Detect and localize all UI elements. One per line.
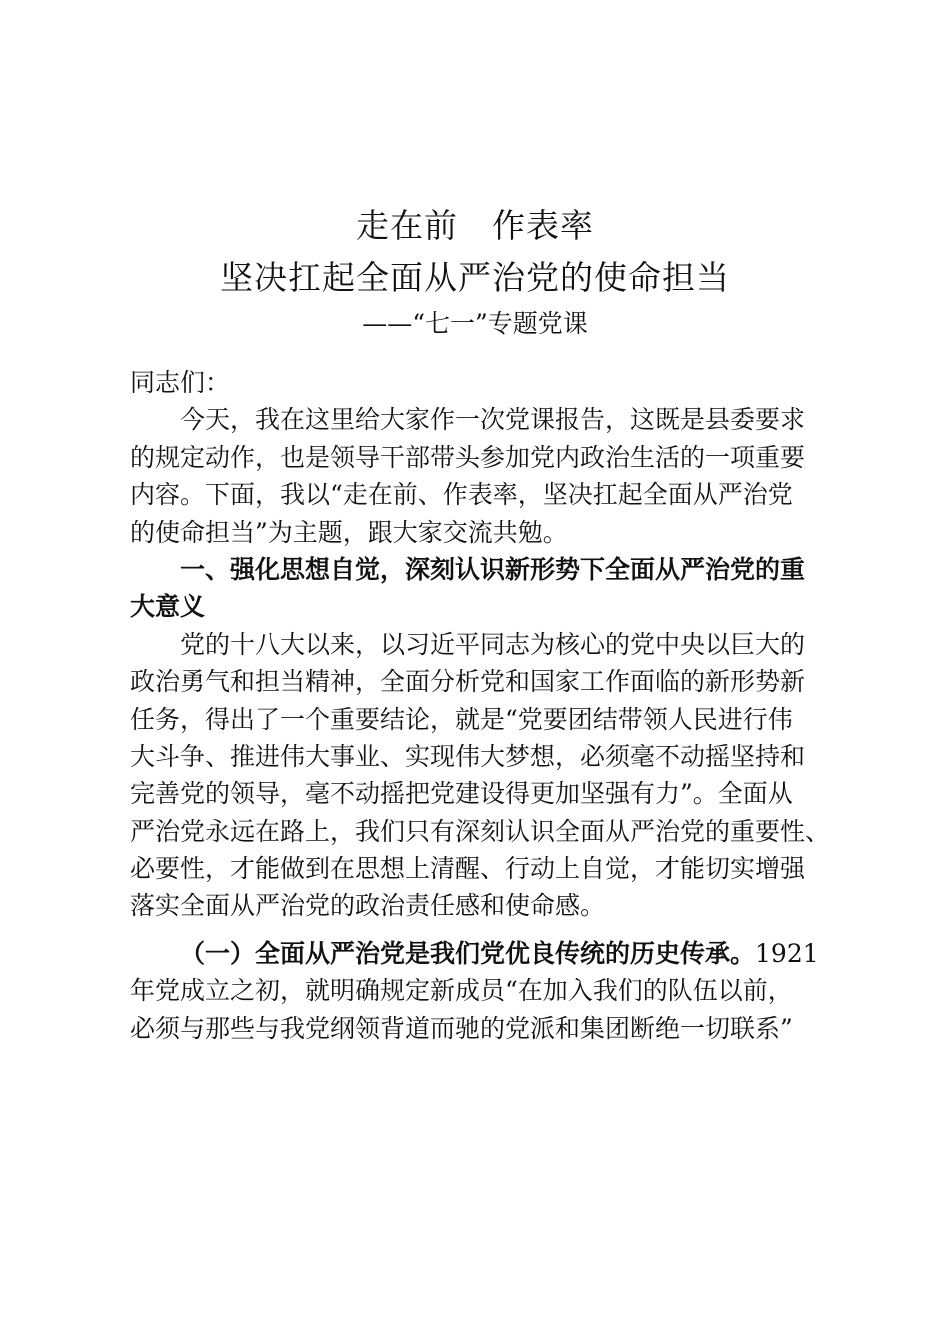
intro-line: 的使命担当”为主题，跟大家交流共勉。 [130,517,568,547]
paragraph-line: 大斗争、推进伟大事业、实现伟大梦想，必须毫不动摇坚持和 [130,741,806,771]
title-block [0,200,950,344]
paragraph-line: 党的十八大以来，以习近平同志为核心的党中央以巨大的 [180,629,806,659]
paragraph-line: 必要性，才能做到在思想上清醒、行动上自觉，才能切实增强 [130,854,806,884]
intro-line: 内容。下面，我以“走在前、作表率，坚决扛起全面从严治党 [130,480,793,510]
title-line-1: 走在前 作表率 [356,206,594,245]
intro-paragraph [130,401,830,551]
section-1-paragraph [130,626,830,925]
title-line-2: 坚决扛起全面从严治党的使命担当 [220,258,730,297]
paragraph-line: 严治党永远在路上，我们只有深刻认识全面从严治党的重要性、 [130,816,830,846]
section-heading-line: 大意义 [130,592,206,622]
intro-line: 今天，我在这里给大家作一次党课报告，这既是县委要求 [180,405,806,435]
intro-line: 的规定动作，也是领导干部带头参加党内政治生活的一项重要 [130,442,806,472]
paragraph-line: 任务，得出了一个重要结论，就是“党要团结带领人民进行伟 [130,704,793,734]
subsection-first-line-rest: 1921 [755,938,819,968]
salutation: 同志们： [130,368,231,397]
paragraph-line: 完善党的领导，毫不动摇把党建设得更加坚强有力”。全面从 [130,779,793,809]
section-heading-line: 一、强化思想自觉，深刻认识新形势下全面从严治党的重 [180,554,806,584]
subtitle: ——“七一”专题党课 [362,309,588,338]
paragraph-line: 政治勇气和担当精神，全面分析党和国家工作面临的新形势新 [130,667,806,697]
subsection-1-paragraph [130,935,830,1047]
document-body [130,364,830,1047]
paragraph-line: 年党成立之初，就明确规定新成员“在加入我们的队伍以前， [130,976,793,1006]
section-1-heading [130,551,830,626]
subsection-bold-lead: （一）全面从严治党是我们党优良传统的历史传承。 [180,938,756,968]
subsection-first-line [130,935,830,972]
paragraph-line: 落实全面从严治党的政治责任感和使命感。 [130,891,606,921]
paragraph-line: 必须与那些与我党纲领背道而驰的党派和集团断绝一切联系” [130,1013,793,1043]
